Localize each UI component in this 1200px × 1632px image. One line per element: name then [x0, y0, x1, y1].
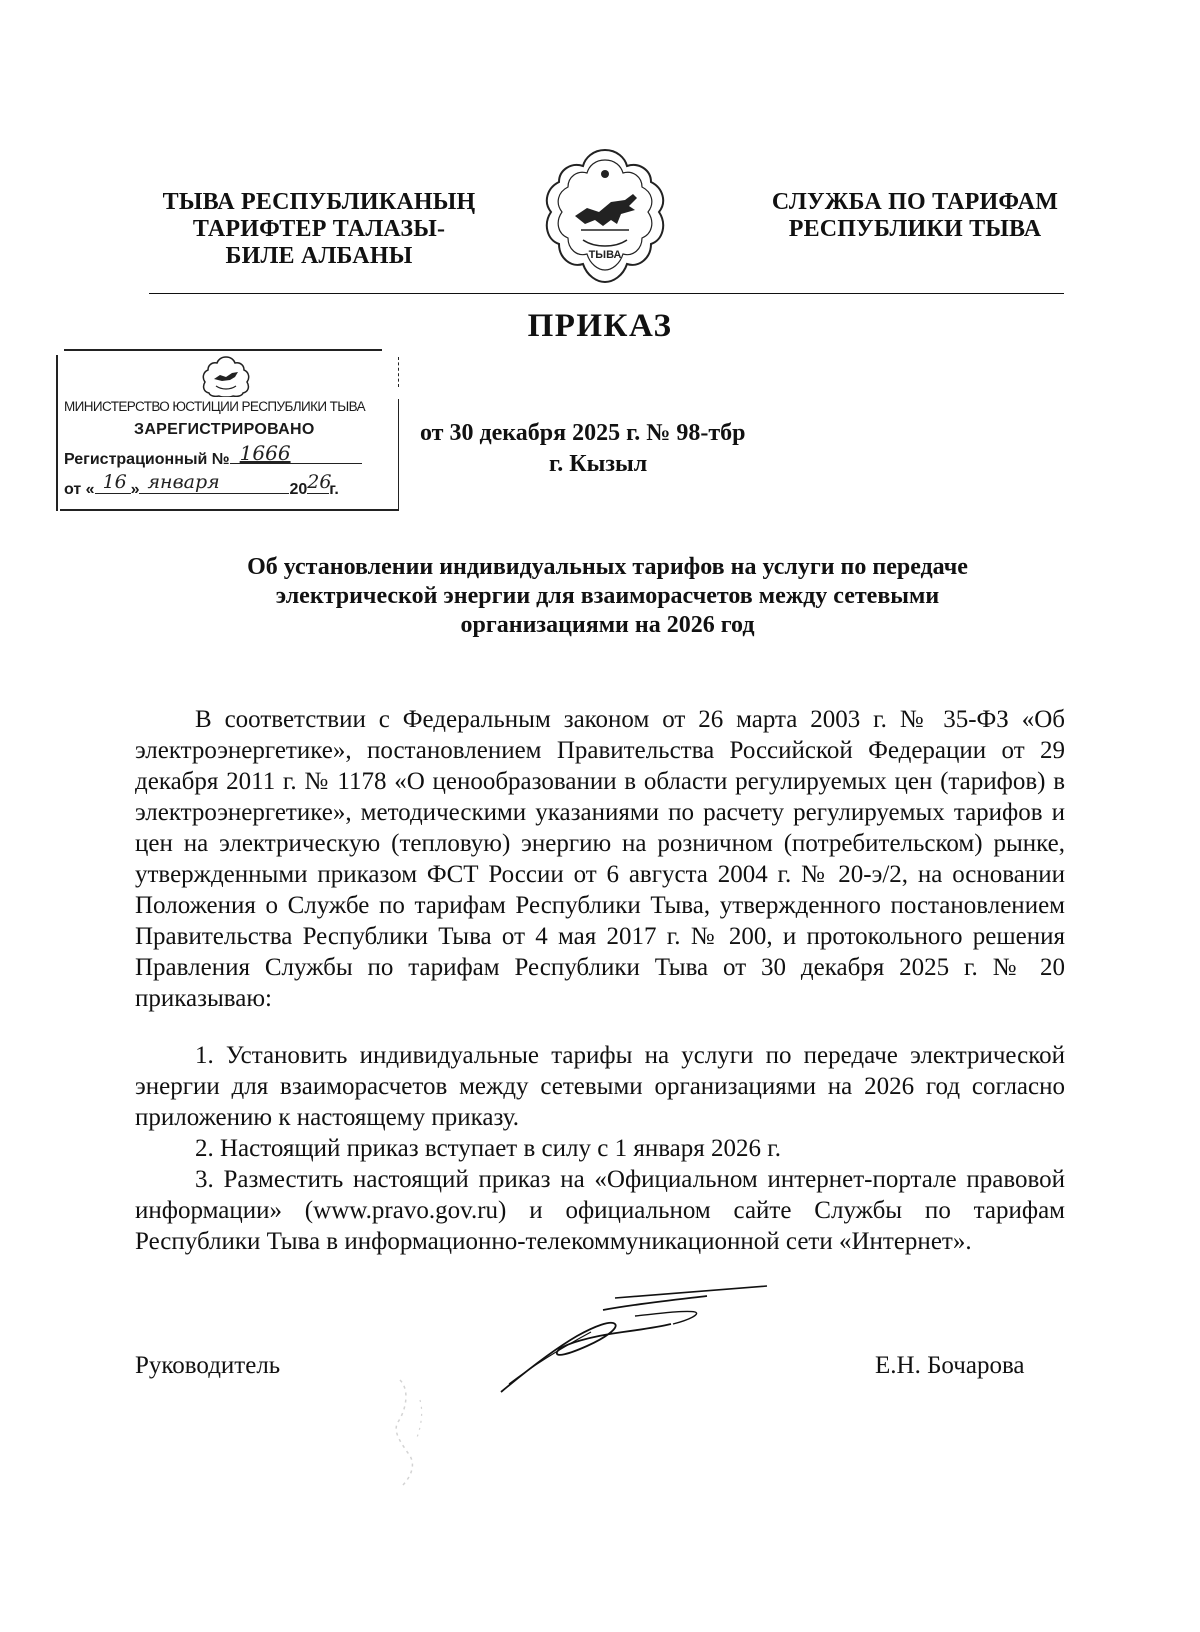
handwritten-signature [495, 1280, 785, 1400]
stamp-reg-row [64, 441, 362, 469]
stamp-year-field [307, 471, 332, 494]
stamp-month-field [139, 471, 289, 494]
order-item-1: 1. Установить индивидуальные тарифы на услуги по передаче электрической энергии для взаиморасчетов между сетевыми организациями на 2026 год согласно приложению к настоящему приказу. [135, 1042, 1065, 1131]
header-divider [149, 293, 1064, 294]
stamp-date-sep: » [130, 481, 140, 498]
document-title: ПРИКАЗ [527, 308, 673, 344]
subject-line-1: Об установлении индивидуальных тарифов на услуги по передаче [247, 554, 968, 580]
faint-stamp-trace [380, 1370, 440, 1490]
tuva-emblem-icon [541, 146, 669, 286]
stamp-ministry: МИНИСТЕРСТВО ЮСТИЦИИ РЕСПУБЛИКИ ТЫВА [64, 399, 365, 414]
header-right-line-1: СЛУЖБА ПО ТАРИФАМ [771, 189, 1059, 215]
stamp-reg-number: 1666 [239, 441, 291, 465]
stamp-year-end: г. [329, 481, 339, 498]
stamp-status: ЗАРЕГИСТРИРОВАНО [134, 421, 315, 438]
signatory-name: Е.Н. Бочарова [875, 1352, 1025, 1379]
header-left-line-2: ТАРИФТЕР ТАЛАЗЫ- [192, 216, 446, 242]
order-item-2: 2. Настоящий приказ вступает в силу с 1 января 2026 г. [195, 1135, 781, 1162]
preamble-paragraph: В соответствии с Федеральным законом от 26 марта 2003 г. № 35-ФЗ «Об электроэнергетике», постановлением Правительства Российской Федерации от 29 декабря 2011 г. № 1178 «О ценообразовании в области регулируемых цен (тарифов) в электроэнергетике», методическими указаниями по расчету регулируемых тарифов и цен на электрическую (тепловую) энергию на розничном (потребительском) рынке, утвержденными приказом ФСТ России от 6 августа 2004 г. № 20-э/2, на основании Положения о Службе по тарифам Республики Тыва, утвержденного постановлением Правительства Республики Тыва от 4 мая 2017 г. № 200, и протокольного решения Правления Службы по тарифам Республики Тыва от 30 декабря 2025 г. № 20 приказываю: [135, 706, 1065, 1012]
stamp-border-right [398, 357, 399, 387]
stamp-day: 16 [102, 471, 127, 493]
stamp-border-top [64, 349, 382, 351]
stamp-reg-field [230, 441, 362, 465]
stamp-date-row [64, 471, 339, 499]
stamp-year-prefix: 20 [289, 481, 308, 498]
stamp-year-suffix: 26 [307, 471, 332, 493]
header-left-line-3: БИЛЕ АЛБАНЫ [225, 243, 413, 269]
header-right-line-2: РЕСПУБЛИКИ ТЫВА [788, 216, 1042, 242]
registration-stamp [56, 349, 406, 517]
order-date-number: от 30 декабря 2025 г. № 98-тбр [420, 420, 746, 446]
order-items [135, 1040, 1065, 1257]
subject-line-3: организациями на 2026 год [460, 612, 755, 638]
signatory-role: Руководитель [135, 1352, 281, 1379]
stamp-date-prefix: от « [64, 481, 95, 498]
stamp-day-field [95, 471, 131, 494]
stamp-emblem-icon [200, 355, 252, 397]
preamble-section [135, 704, 1065, 1014]
header-right-org [760, 189, 1070, 243]
order-city: г. Кызыл [549, 451, 648, 477]
header-left-line-1: ТЫВА РЕСПУБЛИКАНЫҢ [162, 189, 476, 215]
header-left-org [150, 189, 488, 270]
stamp-reg-label: Регистрационный № [64, 451, 230, 468]
stamp-month: января [147, 471, 220, 493]
order-item-3: 3. Разместить настоящий приказ на «Официальном интернет-портале правовой информации» (www.pravo.gov.ru) и официальном сайте Службы по тарифам Республики Тыва в информационно-телекоммуникационной сети «Интернет». [135, 1166, 1065, 1255]
subject-line-2: электрической энергии для взаиморасчетов между сетевыми [275, 583, 940, 609]
stamp-border-bottom [60, 509, 398, 511]
stamp-border-left [56, 355, 58, 511]
stamp-border-right-lower [398, 399, 399, 511]
emblem-text: ТЫВА [588, 249, 622, 261]
document-subject [150, 553, 1065, 640]
